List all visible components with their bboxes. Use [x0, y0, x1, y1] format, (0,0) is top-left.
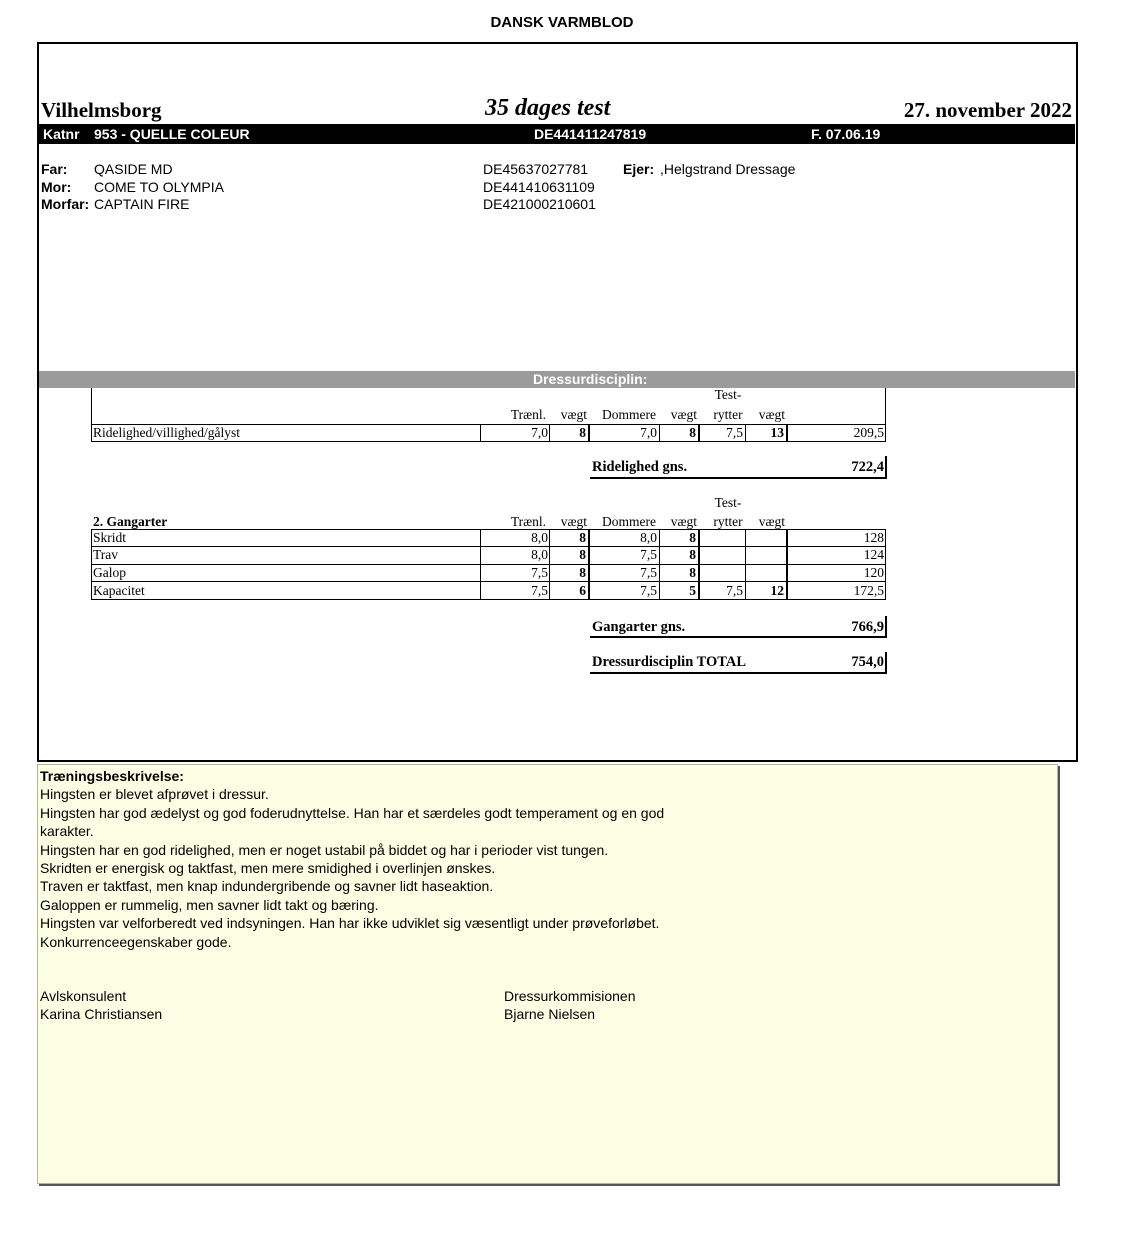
header-testrytter-2: rytter: [713, 514, 743, 529]
morfar-id: DE421000210601: [483, 196, 596, 212]
section-title: Dressurdisciplin:: [533, 371, 648, 387]
morfar-name: CAPTAIN FIRE: [94, 196, 190, 212]
birth-date: F. 07.06.19: [811, 126, 881, 142]
cell-vaegt-2: 5: [689, 583, 696, 598]
horse-info-bar: [39, 124, 1075, 144]
row-label: Kapacitet: [93, 583, 145, 598]
mor-id: DE441410631109: [483, 178, 595, 195]
header-vaegt-3: vægt: [758, 407, 785, 422]
header-traenl: Trænl.: [510, 514, 546, 529]
header-vaegt-2: vægt: [670, 514, 697, 529]
row-label: Trav: [93, 547, 119, 562]
training-line: Galoppen er rummelig, men savner lidt takt og bæring.: [40, 896, 379, 913]
training-line: Konkurrenceegenskaber gode.: [40, 933, 232, 950]
pedigree-names: [94, 161, 224, 214]
ridelighed-avg-label: Ridelighed gns.: [592, 459, 688, 475]
header-testrytter-1: Test-: [714, 387, 742, 402]
cell-testrytter: 7,5: [726, 583, 743, 598]
cell-vaegt-3: 12: [770, 583, 784, 598]
cell-vaegt-1: 8: [579, 530, 586, 545]
pedigree-labels: [41, 161, 89, 214]
owner-name: ,Helgstrand Dressage: [660, 161, 796, 177]
cell-vaegt-1: 8: [579, 547, 586, 562]
horse-id: DE441411247819: [534, 126, 647, 142]
pedigree-ids: [483, 161, 596, 214]
cell-total: 128: [863, 530, 884, 545]
cell-dommere: 7,5: [640, 547, 657, 562]
cell-vaegt-2: 8: [689, 565, 696, 580]
cell-vaegt-3: 13: [770, 425, 784, 440]
signature-right-role: Dressurkommisionen: [504, 988, 636, 1004]
cell-total: 209,5: [853, 425, 884, 440]
katnr-value: 953 - QUELLE COLEUR: [94, 126, 250, 142]
katnr-label: Katnr: [43, 126, 80, 142]
training-line: Hingsten har en god ridelighed, men er noget ustabil på biddet og har i perioder vist tungen.: [40, 841, 609, 858]
gangarter-avg-label: Gangarter gns.: [592, 619, 686, 635]
test-location: Vilhelmsborg: [41, 98, 162, 122]
section-bar: [39, 371, 1075, 388]
header-testrytter-1: Test-: [714, 495, 742, 510]
header-dommere: Dommere: [602, 407, 656, 422]
cell-vaegt-1: 8: [579, 565, 586, 580]
cell-total: 120: [863, 565, 884, 580]
header-testrytter-2: rytter: [713, 407, 743, 422]
far-label: Far:: [41, 161, 68, 177]
training-line: Traven er taktfast, men knap indundergribende og savner lidt haseaktion.: [40, 878, 494, 895]
header-vaegt-1: vægt: [560, 514, 587, 529]
cell-traenl: 7,5: [531, 565, 548, 580]
organization-title: DANSK VARMBLOD: [490, 14, 634, 31]
total-label: Dressurdisciplin TOTAL: [592, 654, 747, 670]
mor-name: COME TO OLYMPIA: [94, 178, 224, 195]
training-title: Træningsbeskrivelse:: [40, 768, 184, 784]
row-label: Galop: [93, 565, 126, 580]
mor-label: Mor:: [41, 178, 72, 195]
row-label: Skridt: [93, 530, 127, 545]
owner-label: Ejer:: [623, 161, 655, 177]
signature-right: [504, 987, 635, 1024]
training-line: Hingsten var velforberedt ved indsyningen. Han har ikke udviklet sig væsentligt under prøveforløbet.: [40, 915, 660, 932]
cell-vaegt-2: 8: [689, 530, 696, 545]
total-value: 754,0: [851, 654, 884, 670]
cell-vaegt-2: 8: [689, 547, 696, 562]
header-dommere: Dommere: [602, 514, 656, 529]
report-frame: [37, 42, 1078, 762]
cell-total: 124: [863, 547, 884, 562]
cell-vaegt-1: 6: [579, 583, 586, 598]
test-date: 27. november 2022: [903, 98, 1072, 122]
far-id: DE45637027781: [483, 161, 589, 177]
cell-dommere: 8,0: [640, 530, 657, 545]
cell-vaegt-1: 8: [579, 425, 586, 440]
owner: [623, 161, 795, 179]
header-vaegt-2: vægt: [670, 407, 697, 422]
cell-traenl: 8,0: [531, 530, 548, 545]
cell-dommere: 7,5: [640, 565, 657, 580]
cell-traenl: 8,0: [531, 547, 548, 562]
training-description: [40, 767, 1040, 951]
cell-traenl: 7,5: [531, 583, 548, 598]
far-name: QASIDE MD: [94, 161, 173, 177]
training-line: Skridten er energisk og taktfast, men mere smidighed i overlinjen ønskes.: [40, 860, 496, 877]
signature-left-name: Karina Christiansen: [40, 1006, 163, 1023]
cell-traenl: 7,0: [531, 425, 548, 440]
cell-dommere: 7,5: [640, 583, 657, 598]
signature-left: [40, 987, 162, 1024]
ridelighed-avg-value: 722,4: [851, 459, 884, 475]
gangarter-avg-value: 766,9: [851, 619, 884, 635]
cell-vaegt-2: 8: [689, 425, 696, 440]
morfar-label: Morfar:: [41, 196, 90, 212]
signature-right-name: Bjarne Nielsen: [504, 1006, 596, 1023]
gangarter-title: 2. Gangarter: [93, 514, 168, 529]
header-vaegt-1: vægt: [560, 407, 587, 422]
training-line: Hingsten har god ædelyst og god foderudnyttelse. Han har et særdeles godt temperament og en god: [40, 804, 665, 821]
test-name: 35 dages test: [485, 95, 611, 121]
training-line: karakter.: [40, 823, 94, 840]
header-vaegt-3: vægt: [758, 514, 785, 529]
cell-dommere: 7,0: [640, 425, 657, 440]
row-label: Ridelighed/villighed/gålyst: [93, 425, 240, 440]
header-traenl: Trænl.: [510, 407, 546, 422]
training-line: Hingsten er blevet afprøvet i dressur.: [40, 786, 269, 803]
cell-total: 172,5: [853, 583, 884, 598]
cell-testrytter: 7,5: [726, 425, 743, 440]
signature-left-role: Avlskonsulent: [40, 988, 127, 1004]
